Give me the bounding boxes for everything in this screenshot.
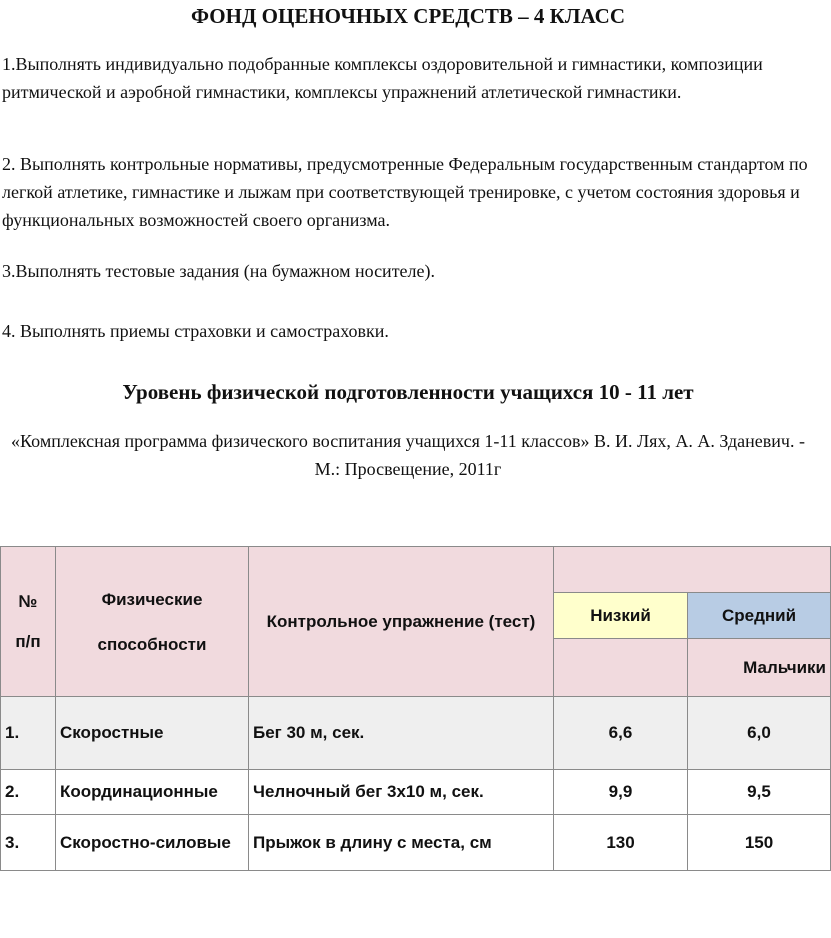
row-low: 9,9 — [554, 770, 688, 815]
item-2: 2. Выполнять контрольные нормативы, предусмотренные Федеральным государственным стандартом по легкой атлетике, гимнастике и лыжам при соответствующей тренировке, с учетом состояния здоровья и функциональных возможностей своего организма. — [2, 154, 808, 230]
header-exercise: Контрольное упражнение (тест) — [249, 547, 554, 697]
fitness-table — [0, 546, 831, 871]
row-exercise: Бег 30 м, сек. — [249, 697, 554, 770]
header-row — [1, 547, 831, 593]
row-exercise: Челночный бег 3х10 м, сек. — [249, 770, 554, 815]
header-level-band — [554, 547, 831, 593]
header-num-line2: п/п — [15, 631, 41, 651]
row-num: 2. — [1, 770, 56, 815]
source-citation: «Комплексная программа физического воспитания учащихся 1-11 классов» В. И. Лях, А. А. Зданевич. - М.: Просвещение, 2011г — [11, 431, 805, 479]
table-row — [1, 697, 831, 770]
header-middle: Средний — [688, 593, 831, 639]
item-4: 4. Выполнять приемы страховки и самостраховки. — [2, 321, 389, 341]
row-num: 1. — [1, 697, 56, 770]
row-middle: 6,0 — [688, 697, 831, 770]
row-exercise: Прыжок в длину с места, см — [249, 815, 554, 871]
item-3: 3.Выполнять тестовые задания (на бумажном носителе). — [2, 261, 436, 281]
item-1: 1.Выполнять индивидуально подобранные комплексы оздоровительной и гимнастики, композиции ритмической и аэробной гимнастики, комплексы упражнений атлетической гимнастики. — [2, 54, 763, 102]
header-ability-line2: способности — [97, 634, 207, 654]
row-ability: Скоростно-силовые — [56, 815, 249, 871]
header-ability — [56, 547, 249, 697]
table-row — [1, 770, 831, 815]
row-ability: Скоростные — [56, 697, 249, 770]
header-low: Низкий — [554, 593, 688, 639]
row-num: 3. — [1, 815, 56, 871]
header-num-line1: № — [18, 591, 38, 611]
header-ability-line1: Физические — [101, 589, 203, 609]
page-title: ФОНД ОЦЕНОЧНЫХ СРЕДСТВ – 4 КЛАСС — [191, 4, 625, 28]
header-num — [1, 547, 56, 697]
header-gender: Мальчики — [688, 639, 831, 697]
row-ability: Координационные — [56, 770, 249, 815]
row-low: 6,6 — [554, 697, 688, 770]
row-low: 130 — [554, 815, 688, 871]
row-middle: 9,5 — [688, 770, 831, 815]
section-subtitle: Уровень физической подготовленности учащихся 10 - 11 лет — [122, 380, 694, 404]
gender-spacer — [554, 639, 688, 697]
row-middle: 150 — [688, 815, 831, 871]
table-row — [1, 815, 831, 871]
